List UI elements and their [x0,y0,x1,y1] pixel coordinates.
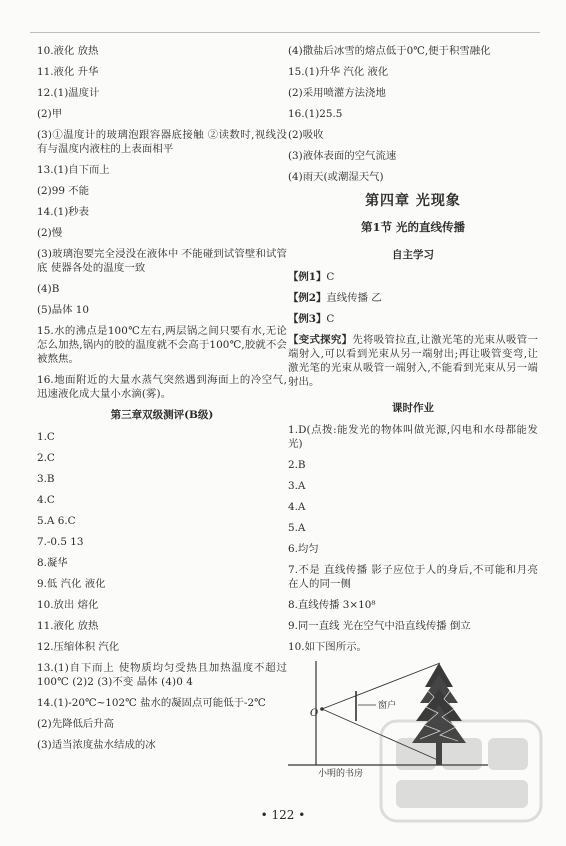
answer-line: 16.地面附近的大量水蒸气突然遇到海面上的冷空气,迅速液化成大量小水滴(雾)。 [37,374,287,400]
example-answer: C [326,313,335,325]
point-o-dot [320,707,324,711]
test-answer-line: 12.压缩体积 汽化 [37,641,120,653]
test-answer-line: 13.(1)自下而上 使物质均匀受热且加热温度不超过100℃ (2)2 (3)不变 晶体 (4)0 4 [37,662,287,688]
top-rule [30,32,540,33]
homework-line: 8.直线传播 3×10⁸ [288,599,376,611]
variant-answer: 先将吸管拉直,让激光笔的光束从吸管一端射入,可以看到光束从另一端射出;再让吸管变弯,让激光笔的光束从吸管一端射入,不能看到光束从另一端射出。 [288,334,538,388]
answer-line: (4)雨天(或潮湿天气) [288,171,384,183]
example-answer: 直线传播 乙 [326,292,382,304]
answer-line: (2)甲 [37,108,63,120]
variant-explore [288,333,538,389]
homework-line: 2.B [288,459,306,471]
variant-tag: 【变式探究】 [288,334,353,346]
answer-line: (4)撒盐后冰雪的熔点低于0℃,便于积雪融化 [288,45,491,57]
example-answer: C [326,271,335,283]
homework-line: 6.均匀 [288,543,319,555]
example-tag: 【例3】 [288,313,327,325]
chapter-title: 第四章 光现象 [365,193,461,209]
answer-line: 13.(1)自下而上 [37,164,110,176]
answer-line: (2)99 不能 [37,185,90,197]
answer-line: (3)玻璃泡要完全浸没在液体中 不能碰到试管壁和试管底 使器各处的温度一致 [37,248,287,274]
test-answer-line: 3.B [37,473,55,485]
answer-line: 11.液化 升华 [37,66,99,78]
answer-line: 12.(1)温度计 [37,87,100,99]
room-label: 小明的书房 [318,769,364,779]
test-answer-line: 7.-0.5 13 [37,536,84,548]
homework-line: 10.如下图所示。 [288,641,367,653]
homework-heading: 课时作业 [392,402,434,414]
test-answer-line: 5.A 6.C [37,515,76,527]
homework-line: 5.A [288,522,306,534]
example-tag: 【例2】 [288,292,327,304]
test-answer-line: 4.C [37,494,55,506]
section-title: 第1节 光的直线传播 [360,220,465,234]
example-tag: 【例1】 [288,271,327,283]
answer-line: (3)①温度计的玻璃泡跟容器底接触 ②读数时,视线没有与温度内液柱的上表面相平 [37,129,287,155]
homework-line: 4.A [288,501,306,513]
homework-line: 7.不是 直线传播 影子应位于人的身后,不可能和月亮在人的同一侧 [288,564,538,590]
example-line [288,291,538,305]
test-answer-line: 1.C [37,431,55,443]
test-answer-line: 14.(1)-20℃~102℃ 盐水的凝固点可能低于-2℃ [37,697,266,709]
test-answer-line: 8.凝华 [37,557,68,569]
right-column [288,44,538,779]
answer-line: 16.(1)25.5 [288,108,343,120]
answer-line: (5)晶体 10 [37,304,90,316]
page-number: • 122 • [260,808,306,822]
point-o-label: O [310,708,319,719]
answer-line: 10.液化 放热 [37,45,99,57]
test-heading: 第三章双级测评(B级) [110,409,214,421]
test-answer-line: (3)适当浓度盐水结成的冰 [37,739,156,751]
answer-line: (2)吸收 [288,129,324,141]
example-line [288,270,538,284]
test-answer-line: 11.液化 放热 [37,620,99,632]
homework-line: 9.同一直线 光在空气中沿直线传播 倒立 [288,620,471,632]
answer-line: (2)采用喷灌方法浇地 [288,87,386,99]
answer-line: (2)慢 [37,227,63,239]
answer-line: 15.(1)升华 汽化 液化 [288,66,389,78]
left-column [37,44,287,759]
example-line [288,312,538,326]
answer-line: 15.水的沸点是100℃左右,两层锅之间只要有水,无论怎么加热,锅内的胶的温度就不会高于100℃,胶就不会被熬焦。 [37,325,287,365]
watermark-logo-icon [376,716,546,826]
test-answer-line: 9.低 汽化 液化 [37,578,106,590]
test-answer-line: 2.C [37,452,55,464]
test-answer-line: 10.放出 熔化 [37,599,99,611]
answer-line: (3)液体表面的空气流速 [288,150,397,162]
test-answer-line: (2)先降低后升高 [37,718,115,730]
answer-line: (4)B [37,283,60,295]
window-label: 窗户 [378,701,397,711]
homework-line: 1.D(点拨:能发光的物体叫做光源,闪电和水母都能发光) [288,424,538,450]
answer-line: 14.(1)秒表 [37,206,90,218]
self-study-heading: 自主学习 [392,249,434,261]
homework-line: 3.A [288,480,306,492]
